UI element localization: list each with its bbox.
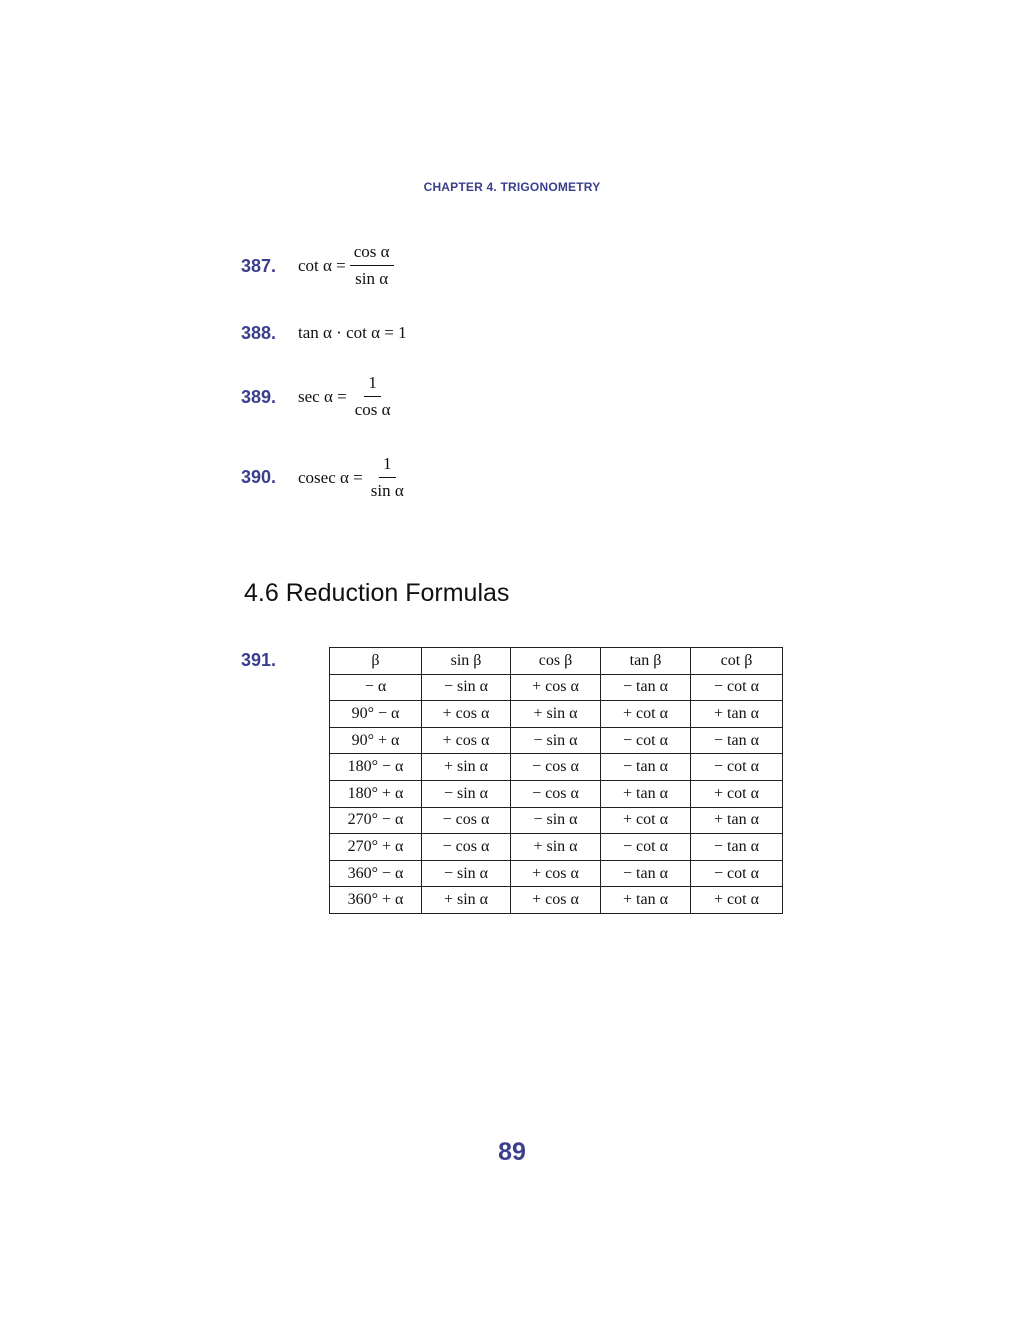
header-cell: cot β bbox=[691, 648, 783, 675]
formula-number-391: 391. bbox=[241, 650, 277, 670]
fraction bbox=[350, 242, 394, 289]
angle-cell: − α bbox=[330, 674, 422, 701]
fraction-denominator: sin α bbox=[370, 481, 404, 500]
fraction-denominator: sin α bbox=[355, 269, 389, 288]
value-cell: + cos α bbox=[511, 860, 601, 887]
value-cell: − cos α bbox=[422, 834, 511, 861]
angle-cell: 90° − α bbox=[330, 701, 422, 728]
value-cell: − cos α bbox=[511, 754, 601, 781]
fraction bbox=[367, 454, 408, 501]
value-cell: − cos α bbox=[511, 780, 601, 807]
reduction-formulas-table bbox=[329, 647, 783, 914]
formula-389 bbox=[298, 373, 395, 420]
value-cell: + cot α bbox=[691, 780, 783, 807]
formula-number-388: 388. bbox=[241, 323, 277, 343]
value-cell: + cot α bbox=[691, 887, 783, 914]
table-row bbox=[330, 780, 783, 807]
formula-388 bbox=[298, 323, 407, 343]
fraction bbox=[351, 373, 395, 420]
value-cell: + tan α bbox=[691, 807, 783, 834]
formula-lhs: cosec α = bbox=[298, 467, 363, 487]
value-cell: + cos α bbox=[511, 674, 601, 701]
header-cell: tan β bbox=[601, 648, 691, 675]
value-cell: + sin α bbox=[422, 887, 511, 914]
value-cell: + tan α bbox=[601, 887, 691, 914]
formula-number-390: 390. bbox=[241, 467, 277, 487]
header-cell: sin β bbox=[422, 648, 511, 675]
formula-text: tan α · cot α = 1 bbox=[298, 323, 407, 342]
table-row bbox=[330, 834, 783, 861]
value-cell: + cot α bbox=[601, 807, 691, 834]
value-cell: + cos α bbox=[422, 701, 511, 728]
formula-number-389: 389. bbox=[241, 387, 277, 407]
fraction-numerator: cos α bbox=[350, 242, 394, 266]
formula-387 bbox=[298, 242, 394, 289]
formula-390 bbox=[298, 454, 408, 501]
header-cell: β bbox=[330, 648, 422, 675]
value-cell: + sin α bbox=[422, 754, 511, 781]
fraction-numerator: 1 bbox=[379, 454, 396, 478]
table-row bbox=[330, 887, 783, 914]
value-cell: + sin α bbox=[511, 834, 601, 861]
table-row bbox=[330, 754, 783, 781]
value-cell: + cos α bbox=[511, 887, 601, 914]
value-cell: − tan α bbox=[601, 674, 691, 701]
value-cell: + tan α bbox=[691, 701, 783, 728]
formula-number-387: 387. bbox=[241, 256, 277, 276]
table-row bbox=[330, 727, 783, 754]
header-cell: cos β bbox=[511, 648, 601, 675]
value-cell: + sin α bbox=[511, 701, 601, 728]
value-cell: − tan α bbox=[691, 834, 783, 861]
angle-cell: 90° + α bbox=[330, 727, 422, 754]
table-body bbox=[330, 674, 783, 913]
section-title: 4.6 Reduction Formulas bbox=[244, 579, 510, 607]
value-cell: − cot α bbox=[601, 834, 691, 861]
fraction-denominator: cos α bbox=[354, 400, 391, 419]
angle-cell: 270° − α bbox=[330, 807, 422, 834]
value-cell: − sin α bbox=[511, 727, 601, 754]
angle-cell: 180° + α bbox=[330, 780, 422, 807]
fraction-numerator: 1 bbox=[364, 373, 381, 397]
chapter-header: CHAPTER 4. TRIGONOMETRY bbox=[423, 180, 601, 194]
formula-lhs: sec α = bbox=[298, 386, 347, 406]
value-cell: − sin α bbox=[422, 674, 511, 701]
formula-lhs: cot α = bbox=[298, 255, 346, 275]
angle-cell: 360° − α bbox=[330, 860, 422, 887]
value-cell: − tan α bbox=[601, 754, 691, 781]
value-cell: − sin α bbox=[422, 780, 511, 807]
page-number: 89 bbox=[498, 1138, 526, 1166]
angle-cell: 180° − α bbox=[330, 754, 422, 781]
table-row bbox=[330, 860, 783, 887]
value-cell: − cot α bbox=[691, 754, 783, 781]
value-cell: − cot α bbox=[601, 727, 691, 754]
value-cell: − tan α bbox=[691, 727, 783, 754]
table-header-row bbox=[330, 648, 783, 675]
table-row bbox=[330, 807, 783, 834]
value-cell: − sin α bbox=[422, 860, 511, 887]
value-cell: + cot α bbox=[601, 701, 691, 728]
table-row bbox=[330, 674, 783, 701]
value-cell: − cot α bbox=[691, 860, 783, 887]
value-cell: − tan α bbox=[601, 860, 691, 887]
value-cell: − cos α bbox=[422, 807, 511, 834]
value-cell: + cos α bbox=[422, 727, 511, 754]
value-cell: − cot α bbox=[691, 674, 783, 701]
value-cell: − sin α bbox=[511, 807, 601, 834]
angle-cell: 270° + α bbox=[330, 834, 422, 861]
table-row bbox=[330, 701, 783, 728]
angle-cell: 360° + α bbox=[330, 887, 422, 914]
value-cell: + tan α bbox=[601, 780, 691, 807]
